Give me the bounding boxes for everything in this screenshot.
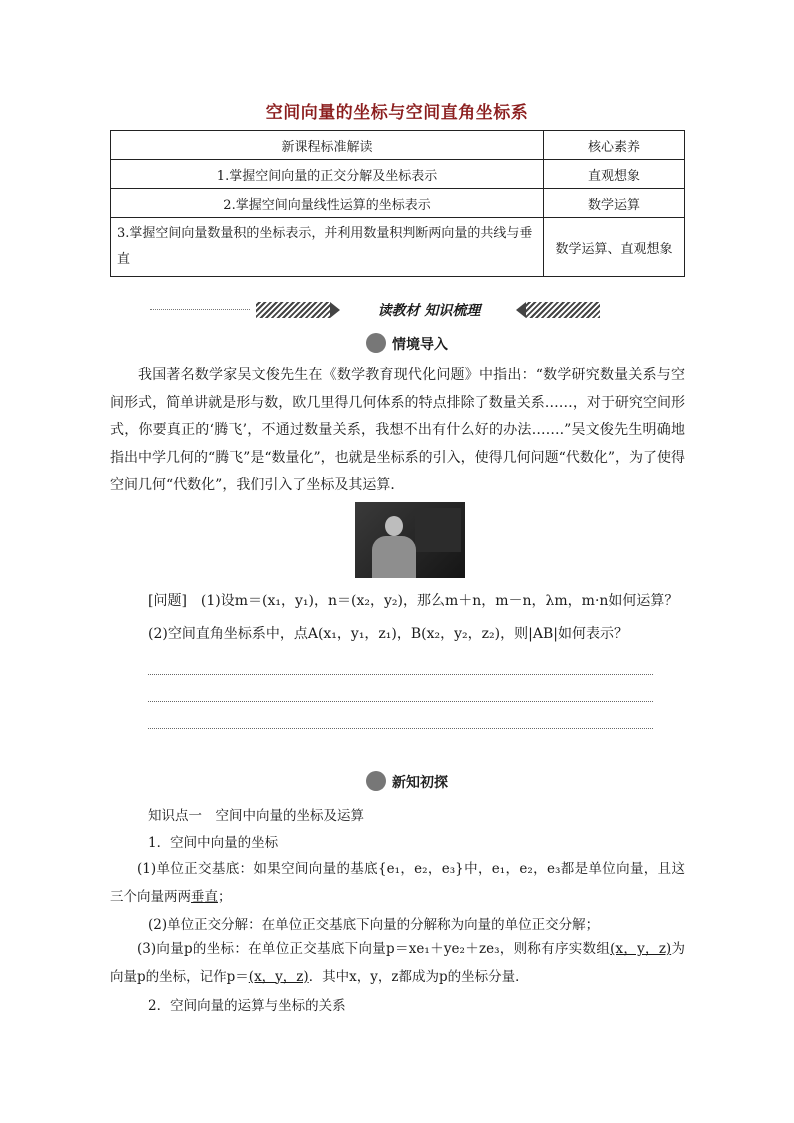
banner-stripe-right [526,302,600,318]
definition-text: ； [218,888,232,905]
subsection-title: 1．空间中向量的坐标 [148,835,279,851]
banner-arrow-icon [516,302,526,318]
page-title: 空间向量的坐标与空间直角坐标系 [265,103,529,123]
table-row [111,218,685,277]
knowledge-point-title: 知识点一 空间中向量的坐标及运算 [148,808,364,824]
answer-line [148,728,653,729]
definition-item: (2)单位正交分解：在单位正交基底下向量的分解称为向量的单位正交分解； [148,917,600,933]
question-2: (2)空间直角坐标系中，点A(x₁，y₁，z₁)，B(x₂，y₂，z₂)，则|AB|如何表示？ [148,626,628,642]
table-header-cell: 新课程标准解读 [111,131,544,160]
table-cell: 1.掌握空间向量的正交分解及坐标表示 [111,160,544,189]
table-cell: 3.掌握空间向量数量积的坐标表示，并利用数量积判断两向量的共线与垂直 [111,218,544,277]
definition-text: 为向量p的坐标，记作p＝ [110,941,685,985]
table-row [111,160,685,189]
answer-line [148,674,653,675]
table-row [111,189,685,218]
table-header-row [111,131,685,160]
banner-label: 读教材 知识梳理 [377,303,481,319]
table-cell: 直观想象 [544,160,685,189]
person-body [372,536,416,578]
intro-paragraph: 我国著名数学家吴文俊先生在《数学教育现代化问题》中指出：“数学研究数量关系与空间形式，简单讲就是形与数，欧几里得几何体系的特点排除了数量关系……，对于研究空间形式，你要真正的‘腾飞’，不通过数量关系，我想不出有什么好的办法…….”吴文俊先生明确地指出中学几何的“腾飞”是“数量化”，也就是坐标系的引入，使得几何问题“代数化”，为了使得空间几何“代数化”，我们引入了坐标及其运算． [110,367,685,493]
table-header-cell: 核心素养 [544,131,685,160]
banner-stripe-left [256,302,330,318]
subsection-title: 2．空间向量的运算与坐标的关系 [148,998,346,1014]
portrait-photo [355,502,465,578]
table-cell: 2.掌握空间向量线性运算的坐标表示 [111,189,544,218]
table-cell: 数学运算、直观想象 [544,218,685,277]
blackboard [415,508,461,552]
curriculum-table [110,130,685,277]
section-heading: 情境导入 [392,337,448,353]
definition-item [110,856,685,911]
underlined-answer: 垂直 [191,888,218,905]
book-icon [366,771,386,791]
underlined-answer: (x，y，z) [248,968,309,985]
section-heading: 新知初探 [392,775,448,791]
banner-dotted-rule [150,309,250,310]
definition-text: (3)向量p的坐标：在单位正交基底下向量p＝xe₁＋ye₂＋ze₃，则称有序实数组 [137,941,611,957]
section-banner [150,300,605,320]
question-1: [问题] (1)设m＝(x₁，y₁)，n＝(x₂，y₂)，那么m＋n，m－n，λm，m·n如何运算？ [148,593,679,609]
banner-arrow-icon [330,302,340,318]
underlined-answer: (x，y，z) [610,941,672,957]
table-cell: 数学运算 [544,189,685,218]
definition-text: (1)单位正交基底：如果空间向量的基底{e₁，e₂，e₃}中，e₁，e₂，e₃都是单位向量，且这三个向量两两 [110,861,685,905]
answer-line [148,701,653,702]
pencil-icon [366,333,386,353]
person-head [385,516,403,536]
definition-item [110,936,685,991]
definition-text: ．其中x，y，z都成为p的坐标分量． [308,968,529,985]
